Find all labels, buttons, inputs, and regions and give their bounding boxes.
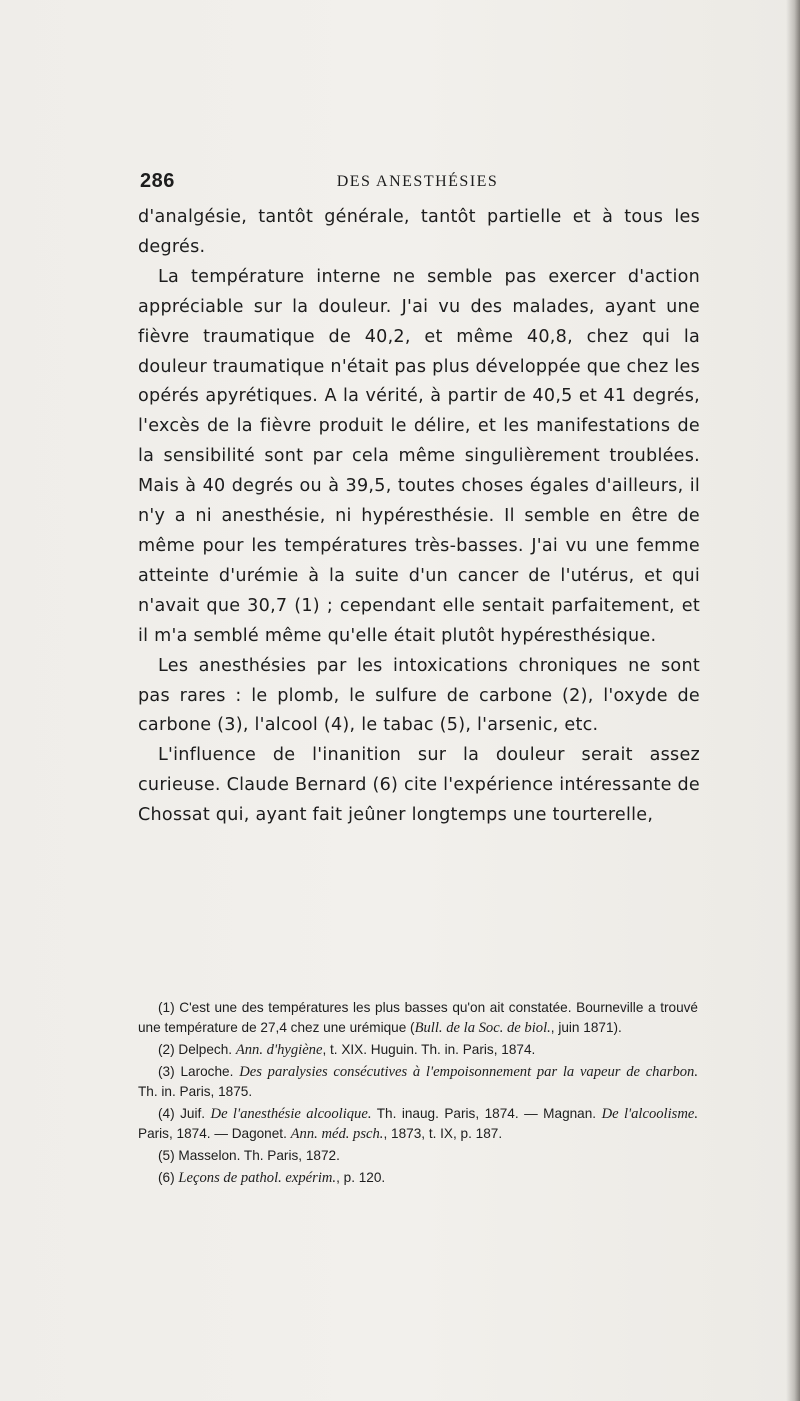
footnote-number: (3) xyxy=(158,1064,175,1079)
footnote-2: (2) Delpech. Ann. d'hygiène, t. XIX. Huguin. Th. in. Paris, 1874. xyxy=(158,1042,536,1058)
page-number: 286 xyxy=(140,170,175,192)
page-edge-shadow xyxy=(786,0,800,1401)
footnote-number: (1) xyxy=(158,1000,175,1015)
paragraph-temperature: La température interne ne semble pas exercer d'action appréciable sur la douleur. J'ai vu des malades, ayant une fièvre traumatique de 40,2, et même 40,8, chez qui la douleur traumatique n'était pas plus développée que chez les opérés apyrétiques. A la vérité, à partir de 40,5 et 41 degrés, l'excès de la fièvre produit le délire, et les manifestations de la sensibilité sont par cela même singulièrement troublées. Mais à 40 degrés ou à 39,5, toutes choses égales d'ailleurs, il n'y a ni anesthésie, ni hypéresthésie. Il semble en être de même pour les températures très-basses. J'ai vu une femme atteinte d'urémie à la suite d'un cancer de l'utérus, et qui n'avait que 30,7 (1) ; cependant elle sentait parfaitement, et il m'a semblé même qu'elle était plutôt hypéresthésique. xyxy=(138,266,700,646)
footnote-number: (4) xyxy=(158,1106,175,1121)
footnote-number: (5) xyxy=(158,1148,175,1163)
footnote-number: (6) xyxy=(158,1170,175,1185)
body-text xyxy=(138,203,700,831)
footnotes xyxy=(138,998,698,1190)
page-header xyxy=(140,170,695,198)
footnote-3: (3) Laroche. Des paralysies consécutives à l'empoisonnement par la vapeur de charbon. Th. in. Paris, 1875. xyxy=(138,1064,698,1099)
paragraph-continued: d'analgésie, tantôt générale, tantôt partielle et à tous les degrés. xyxy=(138,207,700,257)
footnote-1: (1) C'est une des températures les plus basses qu'on ait constatée. Bourneville a trouvé une température de 27,4 chez une urémique (Bull. de la Soc. de biol., juin 1871). xyxy=(138,1000,698,1036)
paragraph-inanition: L'influence de l'inanition sur la douleur serait assez curieuse. Claude Bernard (6) cite l'expérience intéressante de Chossat qui, ayant fait jeûner longtemps une tourterelle, xyxy=(138,745,700,826)
paragraph-intoxications: Les anesthésies par les intoxications chroniques ne sont pas rares : le plomb, le sulfure de carbone (2), l'oxyde de carbone (3), l'alcool (4), le tabac (5), l'arsenic, etc. xyxy=(138,655,700,736)
footnote-number: (2) xyxy=(158,1042,175,1057)
footnote-4: (4) Juif. De l'anesthésie alcoolique. Th. inaug. Paris, 1874. — Magnan. De l'alcoolisme. Paris, 1874. — Dagonet. Ann. méd. psch., 1873, t. IX, p. 187. xyxy=(138,1106,699,1142)
running-head: DES ANESTHÉSIES xyxy=(336,173,499,190)
footnote-6: (6) Leçons de pathol. expérim., p. 120. xyxy=(158,1170,386,1186)
footnote-5: (5) Masselon. Th. Paris, 1872. xyxy=(158,1148,340,1163)
